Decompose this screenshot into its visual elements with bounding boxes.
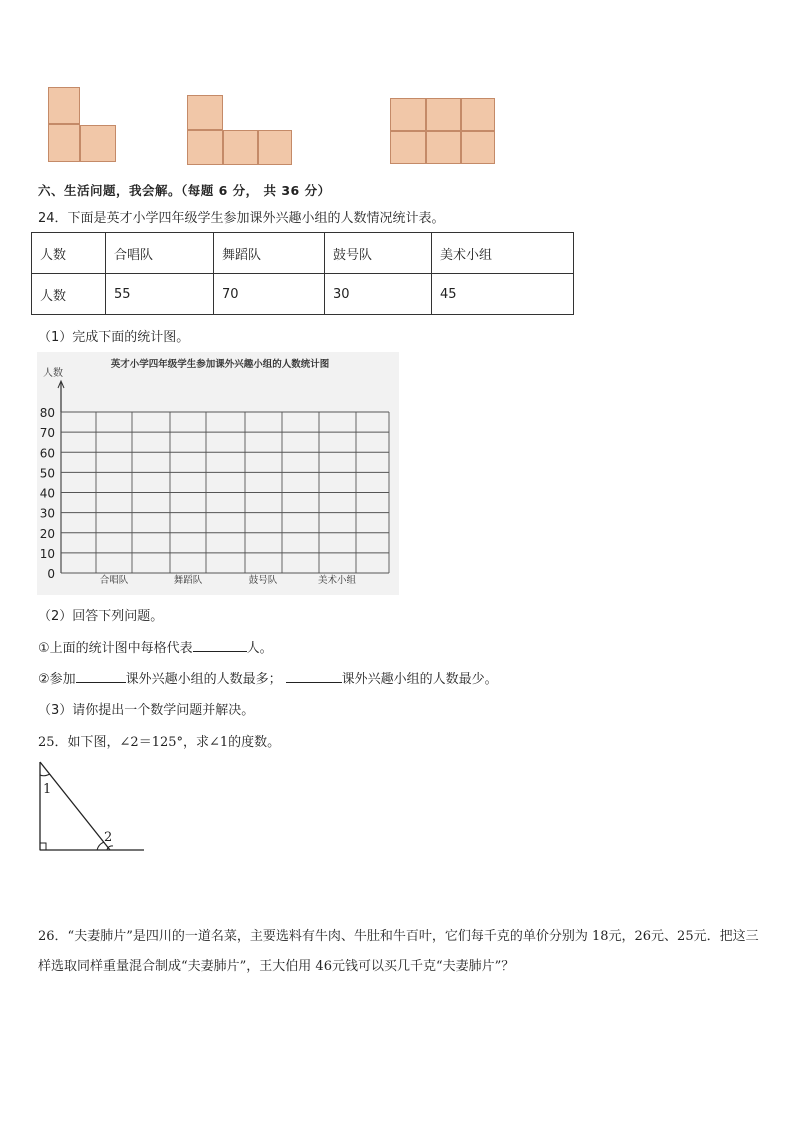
q24-sub1 xyxy=(38,637,273,656)
block-square xyxy=(390,131,426,164)
triangle-figure xyxy=(34,758,154,858)
y-tick-label: 20 xyxy=(39,526,55,541)
chart-y-ticks xyxy=(40,406,55,581)
answer-blank[interactable] xyxy=(286,670,342,683)
y-tick-label: 50 xyxy=(39,466,55,481)
q24-part1: （1）完成下面的统计图。 xyxy=(38,330,190,345)
block-square xyxy=(461,131,495,164)
y-tick-label: 80 xyxy=(39,406,55,420)
chart-title: 英才小学四年级学生参加课外兴趣小组的人数统计图 xyxy=(110,359,330,370)
answer-blank[interactable] xyxy=(76,670,126,683)
bar-chart xyxy=(37,352,399,595)
table-cell: 55 xyxy=(106,274,214,315)
sub2-middle: 课外兴趣小组的人数最多； xyxy=(125,672,282,687)
block-square xyxy=(187,130,223,165)
sub1-prefix: ①上面的统计图中每格代表 xyxy=(38,641,193,656)
angle-1-label: 1 xyxy=(43,782,52,797)
stat-table xyxy=(31,232,574,315)
q25-prompt: 25．如下图，∠2＝125°，求∠1的度数。 xyxy=(38,735,281,750)
table-cell: 舞蹈队 xyxy=(214,233,325,274)
y-tick-label: 30 xyxy=(39,506,55,521)
table-row xyxy=(32,274,574,315)
y-tick-label: 70 xyxy=(39,426,55,441)
table-cell: 人数 xyxy=(32,233,106,274)
block-square xyxy=(187,95,223,130)
table-cell: 合唱队 xyxy=(106,233,214,274)
q24-part3: （3）请你提出一个数学问题并解决。 xyxy=(38,703,255,718)
x-tick-label: 舞蹈队 xyxy=(173,575,203,586)
section-six-title: 六、生活问题，我会解。（每题 6 分， 共 36 分） xyxy=(38,183,331,198)
q26-text: 26．“夫妻肺片”是四川的一道名菜，主要选料有牛肉、牛肚和牛百叶，它们每千克的单价分别为 18元，26元、25元．把这三样选取同样重量混合制成“夫妻肺片”，王大伯用 46元钱可以买几千克“夫妻肺片”？ xyxy=(38,929,759,974)
block-square xyxy=(426,98,461,131)
table-cell: 美术小组 xyxy=(432,233,574,274)
q24-part2: （2）回答下列问题。 xyxy=(38,609,164,624)
block-square xyxy=(390,98,426,131)
block-square xyxy=(223,130,258,165)
q24-sub2 xyxy=(38,668,498,687)
x-tick-label: 美术小组 xyxy=(317,575,357,586)
table-cell: 人数 xyxy=(32,274,106,315)
table-cell: 鼓号队 xyxy=(325,233,432,274)
answer-blank[interactable] xyxy=(193,639,247,652)
sub2-suffix: 课外兴趣小组的人数最少。 xyxy=(341,672,498,687)
sub2-prefix: ②参加 xyxy=(38,672,76,687)
y-tick-label: 10 xyxy=(39,546,55,561)
table-cell: 30 xyxy=(325,274,432,315)
q24-prompt: 24．下面是英才小学四年级学生参加课外兴趣小组的人数情况统计表。 xyxy=(38,211,445,226)
x-tick-label: 鼓号队 xyxy=(248,575,278,586)
angle-2-label: 2 xyxy=(104,830,113,845)
chart-grid xyxy=(58,381,389,573)
block-square xyxy=(48,87,80,124)
block-square xyxy=(258,130,292,165)
x-tick-label: 合唱队 xyxy=(99,575,129,586)
y-tick-label: 40 xyxy=(39,486,55,501)
table-row xyxy=(32,233,574,274)
table-cell: 70 xyxy=(214,274,325,315)
block-square xyxy=(80,125,116,162)
sub1-suffix: 人。 xyxy=(246,641,273,656)
table-cell: 45 xyxy=(432,274,574,315)
chart-x-ticks xyxy=(100,574,357,586)
y-tick-label: 60 xyxy=(39,446,55,461)
chart-svg xyxy=(37,352,399,595)
block-square xyxy=(461,98,495,131)
block-square xyxy=(426,131,461,164)
y-tick-label: 0 xyxy=(47,567,55,581)
chart-ylabel: 人数 xyxy=(43,368,63,379)
block-square xyxy=(48,124,80,162)
